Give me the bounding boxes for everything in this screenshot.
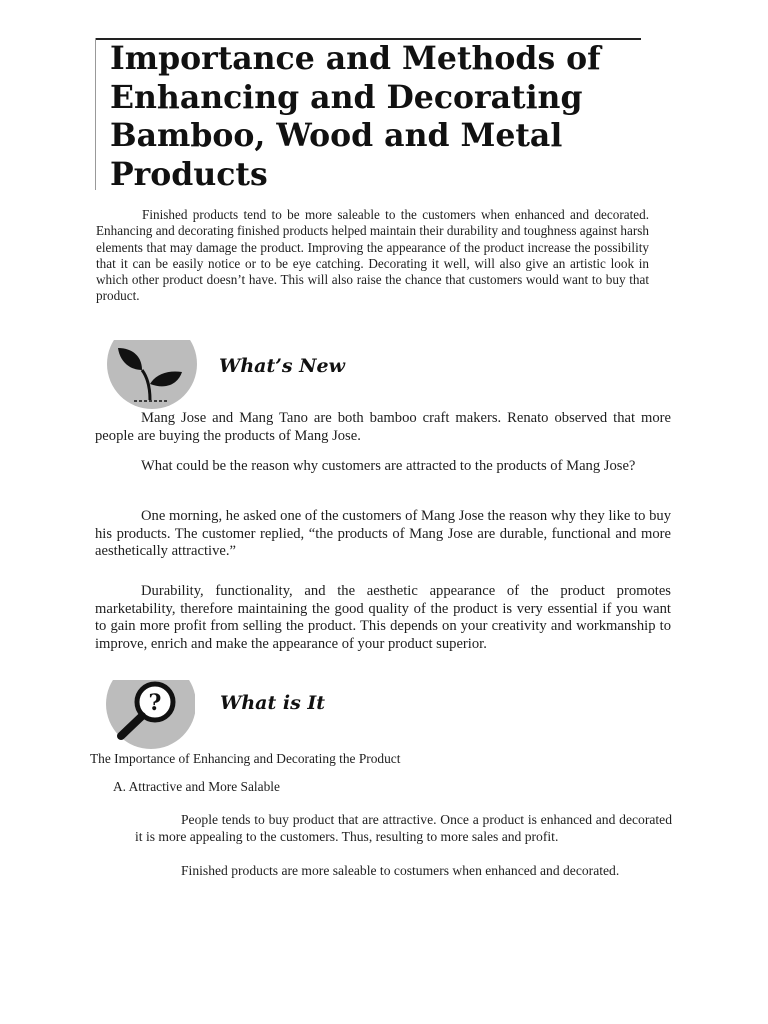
magnifier-question-icon (99, 680, 195, 750)
whats-new-paragraph: Durability, functionality, and the aesthetic appearance of the product promotes marketability, therefore maintaining the good quality of the product is very essential if you want to gain more profit from selling the product. This depends on your creativity and workmanship to improve, enrich and make the appearance of your product superior. (95, 583, 671, 652)
section-subheading: The Importance of Enhancing and Decorating the Product (90, 751, 401, 766)
intro-paragraph: Finished products tend to be more saleable to the customers when enhanced and decorated. Enhancing and decorating finished products helped maintain their durability and toughness against harsh elements that may damage the product. Improving the appearance of the product increase the possibility that it can be easily notice or to be eye catching. Decorating it well, will also give an artistic look in which other product doesn’t have. This will also raise the chance that customers would want to buy that product. (96, 207, 649, 304)
title-left-rule (95, 38, 96, 190)
whats-new-paragraph: What could be the reason why customers are attracted to the products of Mang Jose? (141, 458, 636, 474)
what-is-it-heading: What is It (220, 692, 326, 714)
whats-new-heading: What’s New (219, 355, 345, 377)
page-title: Importance and Methods of Enhancing and Decorating Bamboo, Wood and Metal Products (110, 40, 601, 193)
whats-new-paragraph: One morning, he asked one of the customers of Mang Jose the reason why they like to buy his products. The customer replied, “the products of Mang Jose are durable, functional and more aesthetically attractive.” (95, 508, 671, 559)
list-item-a: A. Attractive and More Salable (113, 779, 280, 794)
what-is-it-paragraph: Finished products are more saleable to costumers when enhanced and decorated. (181, 863, 620, 878)
whats-new-paragraph: Mang Jose and Mang Tano are both bamboo craft makers. Renato observed that more people are buying the products of Mang Jose. (95, 410, 671, 444)
seedling-icon (104, 340, 200, 410)
svg-text:?: ? (148, 690, 162, 716)
what-is-it-paragraph: People tends to buy product that are attractive. Once a product is enhanced and decorated it is more appealing to the customers. Thus, resulting to more sales and profit. (135, 812, 672, 845)
